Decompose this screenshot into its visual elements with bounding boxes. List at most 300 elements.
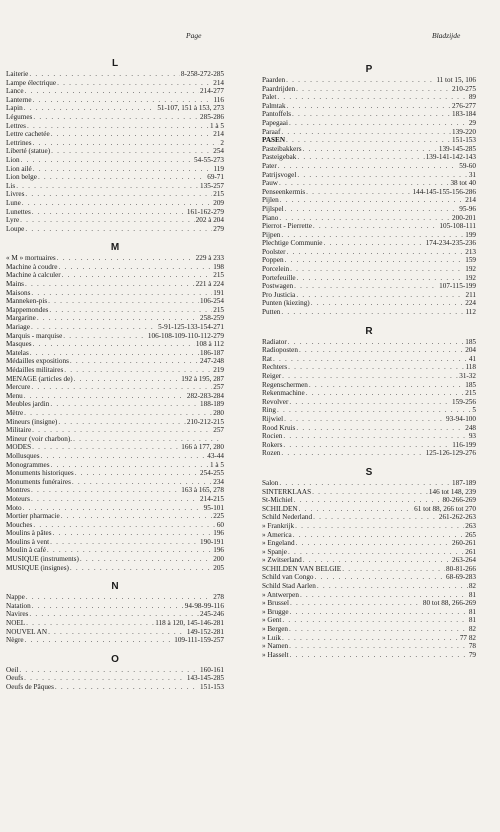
index-entry (262, 102, 476, 111)
entry-term: Monogrammes (6, 460, 50, 469)
entry-pages: 214-277 (200, 87, 224, 96)
section-letter: O (111, 653, 119, 665)
dot-leader (277, 406, 471, 415)
dot-leader (285, 205, 459, 214)
index-entry (262, 556, 476, 565)
entry-term: Mètre (6, 408, 24, 417)
entry-pages: 161-162-279 (186, 207, 224, 216)
entry-pages: 276-277 (452, 101, 476, 110)
dot-leader (25, 636, 174, 645)
entry-term: Pasteigebak (262, 153, 297, 162)
entry-pages: 77 82 (459, 633, 476, 642)
entry-pages: 149-152-281 (186, 627, 224, 636)
entry-pages: 151-153 (452, 136, 476, 145)
dot-leader (70, 564, 212, 573)
index-column-right (262, 64, 476, 659)
index-entry (262, 496, 476, 505)
entry-term: Légumes (6, 112, 33, 121)
dot-leader (32, 443, 180, 452)
entry-pages: 1 à 5 (210, 460, 224, 469)
index-entry (262, 548, 476, 557)
entry-term: Moulin à café (6, 546, 46, 555)
index-entry (6, 469, 224, 478)
entry-pages: 190-191 (200, 537, 224, 546)
entry-term: » Gent (262, 616, 282, 625)
entry-pages: 93 (468, 432, 476, 441)
dot-leader (51, 147, 212, 156)
index-entry (6, 435, 224, 444)
entry-pages: 125-126-129-276 (425, 449, 476, 458)
entry-pages: 82 (468, 582, 476, 591)
entry-term: Nègre (6, 636, 24, 645)
entry-pages: 159-256 (452, 397, 476, 406)
entry-term: Papegaai (262, 118, 288, 127)
entry-term: Oeufs de Pâques (6, 683, 54, 691)
dot-leader (38, 173, 206, 182)
entry-pages: 261 (465, 547, 476, 556)
dot-leader (273, 355, 468, 364)
entry-term: Radioposten (262, 346, 298, 355)
dot-leader (32, 426, 212, 435)
entry-term: Regenschermen (262, 380, 308, 389)
entry-term: Rechters (262, 363, 288, 372)
entry-pages: 192 (465, 265, 476, 274)
entry-pages: 108 à 112 (195, 340, 224, 349)
dot-leader (58, 418, 186, 427)
entry-pages: 257 (213, 426, 224, 435)
index-entry (262, 449, 476, 458)
entry-term: Penseenkermis (262, 187, 306, 196)
index-entry (262, 582, 476, 591)
dot-leader (26, 593, 212, 602)
entry-pages: 81 (468, 607, 476, 616)
entry-pages: 80-266-269 (442, 496, 476, 505)
index-entry (262, 162, 476, 171)
dot-leader (288, 338, 464, 347)
index-entry (6, 79, 224, 88)
entry-term: Paraaf (262, 127, 281, 136)
section-letter: N (111, 581, 119, 593)
entry-pages: 109-111-159-257 (174, 636, 224, 645)
entry-term: Machine à coudre (6, 262, 58, 271)
dot-leader (281, 449, 424, 458)
entry-term: Porcelein (262, 265, 290, 274)
dot-leader (287, 248, 465, 257)
index-entry (262, 531, 476, 540)
dot-leader (313, 513, 438, 522)
entry-pages: 205 (213, 563, 224, 572)
dot-leader (287, 102, 451, 111)
dot-leader (299, 505, 414, 514)
dot-leader (25, 190, 212, 199)
index-entry (262, 634, 476, 643)
dot-leader (288, 548, 464, 557)
dot-leader (289, 398, 451, 407)
index-entry (6, 375, 224, 384)
entry-term: Oeil (6, 665, 19, 674)
entry-pages: 146 tot 148, 239 (428, 487, 476, 496)
dot-leader (24, 392, 186, 401)
page-header-left: Page (186, 31, 202, 40)
index-entry (6, 263, 224, 272)
entry-term: Lion belge (6, 173, 37, 182)
index-entry (6, 555, 224, 564)
dot-leader (279, 179, 449, 188)
dot-leader (297, 274, 465, 283)
dot-leader (282, 616, 467, 625)
dot-leader (31, 289, 212, 298)
dot-leader (293, 531, 464, 540)
dot-leader (289, 642, 468, 651)
dot-leader (296, 424, 464, 433)
dot-leader (63, 332, 147, 341)
index-entry (6, 70, 224, 79)
index-entry (6, 357, 224, 366)
entry-pages: 81 (468, 590, 476, 599)
dot-leader (279, 214, 451, 223)
dot-leader (25, 280, 195, 289)
entry-pages: 79 (468, 650, 476, 659)
dot-leader (299, 346, 464, 355)
entry-term: Palmtak (262, 101, 286, 110)
index-entry (6, 280, 224, 289)
index-entry (6, 619, 224, 628)
dot-leader (290, 608, 468, 617)
index-entry (262, 424, 476, 433)
entry-pages: 285-286 (200, 112, 224, 121)
index-entry (262, 282, 476, 291)
index-entry (262, 214, 476, 223)
entry-term: NOEL (6, 619, 26, 628)
index-entry (6, 208, 224, 217)
entry-pages: 263 (465, 521, 476, 530)
dot-leader (309, 381, 464, 390)
entry-term: Piano (262, 213, 279, 222)
entry-pages: 192 à 195, 287 (181, 374, 224, 383)
entry-pages: 219 (213, 366, 224, 374)
entry-term: St-Michiel (262, 496, 293, 505)
entry-pages: 2 (220, 138, 224, 147)
entry-term: Marquis - marquise (6, 331, 63, 340)
entry-term: Lunettes (6, 207, 31, 216)
index-entry (262, 479, 476, 488)
entry-term: Patrijsvogel (262, 170, 297, 179)
entry-term: Mains (6, 280, 24, 289)
index-entry (262, 188, 476, 197)
entry-term: NOUVEL AN (6, 627, 48, 636)
entry-pages: 5-91-125-133-154-271 (158, 323, 224, 332)
dot-leader (61, 512, 213, 521)
index-entry (262, 565, 476, 574)
entry-pages: 254 (213, 147, 224, 156)
index-entry (6, 452, 224, 461)
entry-pages: 188-189 (200, 400, 224, 409)
index-entry (6, 478, 224, 487)
dot-leader (33, 165, 213, 174)
entry-term: » Hasselt (262, 650, 289, 659)
entry-pages: 29 (468, 118, 476, 127)
entry-term: Ring (262, 406, 276, 415)
index-entry (262, 196, 476, 205)
index-entry (262, 299, 476, 308)
index-entry (6, 173, 224, 182)
dot-leader (294, 496, 442, 505)
dot-leader (72, 478, 212, 487)
entry-term: Médailles militaires (6, 366, 64, 374)
entry-term: Reiger (262, 372, 282, 380)
dot-leader (289, 625, 468, 634)
dot-leader (25, 87, 199, 96)
index-entry (6, 486, 224, 495)
entry-term: » Antwerpen (262, 590, 299, 599)
dot-leader (37, 314, 199, 323)
entry-pages: 247-248 (200, 357, 224, 366)
index-entry (6, 409, 224, 418)
dot-leader (289, 119, 468, 128)
dot-leader (288, 363, 464, 372)
dot-leader (48, 297, 199, 306)
entry-term: » Namen (262, 642, 289, 651)
entry-term: Margarine (6, 314, 36, 323)
entry-pages: 200-201 (452, 213, 476, 222)
dot-leader (33, 521, 215, 530)
entry-pages: 213 (465, 247, 476, 256)
entry-pages: 112 (465, 308, 476, 317)
entry-pages: 82 (468, 625, 476, 634)
dot-leader (342, 565, 445, 574)
entry-term: Moulins à pâtes (6, 529, 52, 538)
dot-leader (57, 79, 212, 88)
dot-leader (51, 130, 213, 139)
entry-pages: 225 (213, 512, 224, 521)
entry-pages: 248 (465, 423, 476, 432)
dot-leader (292, 110, 451, 119)
entry-term: MUSIQUE (insignes) (6, 563, 69, 572)
index-entry (6, 546, 224, 555)
entry-pages: 278 (213, 593, 224, 602)
index-entry (6, 199, 224, 208)
index-entry (262, 398, 476, 407)
entry-term: Lapin (6, 104, 23, 113)
dot-leader (73, 435, 223, 444)
entry-term: Livres (6, 190, 25, 199)
section-letter: M (110, 242, 120, 254)
entry-term: Lyre (6, 216, 20, 225)
index-entry (6, 602, 224, 611)
index-entry (6, 495, 224, 504)
entry-term: Machine à calculer (6, 271, 61, 280)
entry-pages: 258-259 (200, 314, 224, 323)
dot-leader (50, 400, 199, 409)
entry-pages: 199 (465, 230, 476, 239)
index-entry (262, 608, 476, 617)
index-entry (6, 96, 224, 105)
index-entry (262, 274, 476, 283)
entry-term: Lis (6, 181, 16, 190)
index-entry (262, 522, 476, 531)
entry-pages: 78 (468, 642, 476, 651)
entry-term: Mercure (6, 383, 31, 392)
entry-term: SCHILDEN VAN BELGIE (262, 564, 342, 573)
index-entry (6, 314, 224, 323)
dot-leader (29, 70, 180, 79)
dot-leader (57, 254, 195, 263)
dot-leader (55, 683, 199, 692)
dot-leader (283, 441, 451, 450)
index-entry (262, 616, 476, 625)
dot-leader (295, 522, 464, 531)
dot-leader (33, 96, 213, 105)
entry-term: Paardrijden (262, 84, 296, 93)
section-spacer (6, 645, 224, 654)
entry-pages: 183-184 (452, 110, 476, 119)
entry-pages: 68-69-283 (446, 573, 476, 582)
dot-leader (20, 216, 194, 225)
dot-leader (33, 113, 199, 122)
dot-leader (27, 122, 209, 131)
entry-pages: 80 tot 88, 266-269 (422, 599, 476, 608)
dot-leader (296, 291, 464, 300)
dot-leader (312, 488, 428, 497)
index-entry (6, 297, 224, 306)
entry-term: Schild Nederland (262, 513, 313, 522)
index-entry (262, 136, 476, 145)
index-column-left (6, 58, 224, 692)
entry-term: Pater (262, 161, 277, 170)
dot-leader (290, 651, 468, 660)
entry-term: Moteurs (6, 494, 30, 503)
dot-leader (290, 265, 464, 274)
entry-term: Menu (6, 391, 23, 400)
entry-term: Lampe électrique (6, 78, 57, 87)
entry-term: » Engeland (262, 539, 295, 548)
index-entry (262, 110, 476, 119)
index-entry (6, 122, 224, 131)
entry-term: » Bergen (262, 625, 289, 634)
dot-leader (80, 555, 212, 564)
dot-leader (32, 602, 184, 611)
entry-pages: 192 (465, 273, 476, 282)
dot-leader (311, 299, 465, 308)
dot-leader (324, 239, 425, 248)
index-entry (6, 504, 224, 513)
entry-term: Médailles expositions (6, 357, 69, 366)
entry-term: Rozen (262, 449, 281, 458)
entry-term: » America (262, 530, 292, 539)
index-entry (6, 593, 224, 602)
entry-term: » Luik (262, 633, 281, 642)
index-entry (262, 651, 476, 660)
entry-pages: 196 (213, 529, 224, 538)
index-entry (6, 340, 224, 349)
entry-term: Plechtige Communie (262, 239, 323, 248)
entry-term: Mouches (6, 520, 33, 529)
index-entry (262, 642, 476, 651)
page-header-right: Bladzijde (432, 31, 461, 40)
entry-term: Portefeuille (262, 273, 296, 282)
dot-leader (294, 282, 438, 291)
index-entry (262, 355, 476, 364)
index-entry (262, 338, 476, 347)
index-entry (262, 256, 476, 265)
entry-pages: 106-254 (200, 297, 224, 306)
dot-leader (62, 271, 213, 280)
dot-leader (24, 104, 157, 113)
dot-leader (31, 323, 157, 332)
index-entry (6, 147, 224, 156)
entry-pages: 260-261 (452, 539, 476, 548)
section-spacer (6, 233, 224, 242)
index-entry (262, 488, 476, 497)
index-entry (262, 432, 476, 441)
dot-leader (277, 93, 467, 102)
entry-term: Pijpen (262, 230, 281, 239)
entry-term: Montres (6, 486, 30, 495)
entry-pages: 69-71 (207, 173, 224, 182)
index-entry (6, 461, 224, 470)
entry-term: Rat (262, 354, 272, 363)
dot-leader (16, 182, 199, 191)
entry-term: Schild van Congo (262, 573, 314, 582)
entry-pages: 139-145-285 (438, 144, 476, 153)
index-entry (6, 628, 224, 637)
index-entry (262, 119, 476, 128)
dot-leader (285, 256, 465, 265)
index-entry (262, 406, 476, 415)
entry-term: Poolster (262, 247, 286, 256)
index-entry (6, 306, 224, 315)
dot-leader (279, 479, 451, 488)
entry-pages: 282-283-284 (186, 391, 224, 400)
dot-leader (296, 85, 451, 94)
dot-leader (281, 128, 451, 137)
entry-term: Nappe (6, 593, 25, 602)
entry-term: Militaire (6, 426, 32, 435)
dot-leader (24, 409, 212, 418)
entry-pages: 93-94-100 (446, 414, 476, 423)
entry-pages: 54-55-273 (194, 155, 224, 164)
entry-term: Mortier pharmacie (6, 512, 60, 521)
index-entry (262, 505, 476, 514)
dot-leader (286, 136, 451, 145)
entry-pages: 279 (213, 224, 224, 233)
entry-term: Lettres (6, 121, 26, 130)
entry-pages: 31-32 (459, 372, 476, 380)
index-entry (6, 538, 224, 547)
index-entry (6, 366, 224, 375)
entry-term: Pijlen (262, 196, 279, 205)
entry-term: Putten (262, 308, 281, 317)
index-entry (262, 265, 476, 274)
dot-leader (317, 582, 468, 591)
entry-term: Schild Stad Aarlen (262, 582, 316, 591)
section-letter: S (365, 466, 373, 478)
dot-leader (32, 208, 186, 217)
entry-pages: 43-44 (207, 451, 224, 460)
entry-pages: 198 (213, 262, 224, 271)
dot-leader (30, 349, 199, 358)
index-entry (6, 529, 224, 538)
index-entry (262, 205, 476, 214)
entry-term: Lance (6, 87, 24, 96)
entry-term: Punten (kiezing) (262, 299, 310, 308)
index-entry (6, 564, 224, 573)
dot-leader (297, 171, 467, 180)
entry-term: » Zwitserland (262, 556, 302, 565)
section-spacer (262, 317, 476, 326)
entry-term: Lune (6, 198, 21, 207)
entry-term: Mariage (6, 323, 30, 332)
